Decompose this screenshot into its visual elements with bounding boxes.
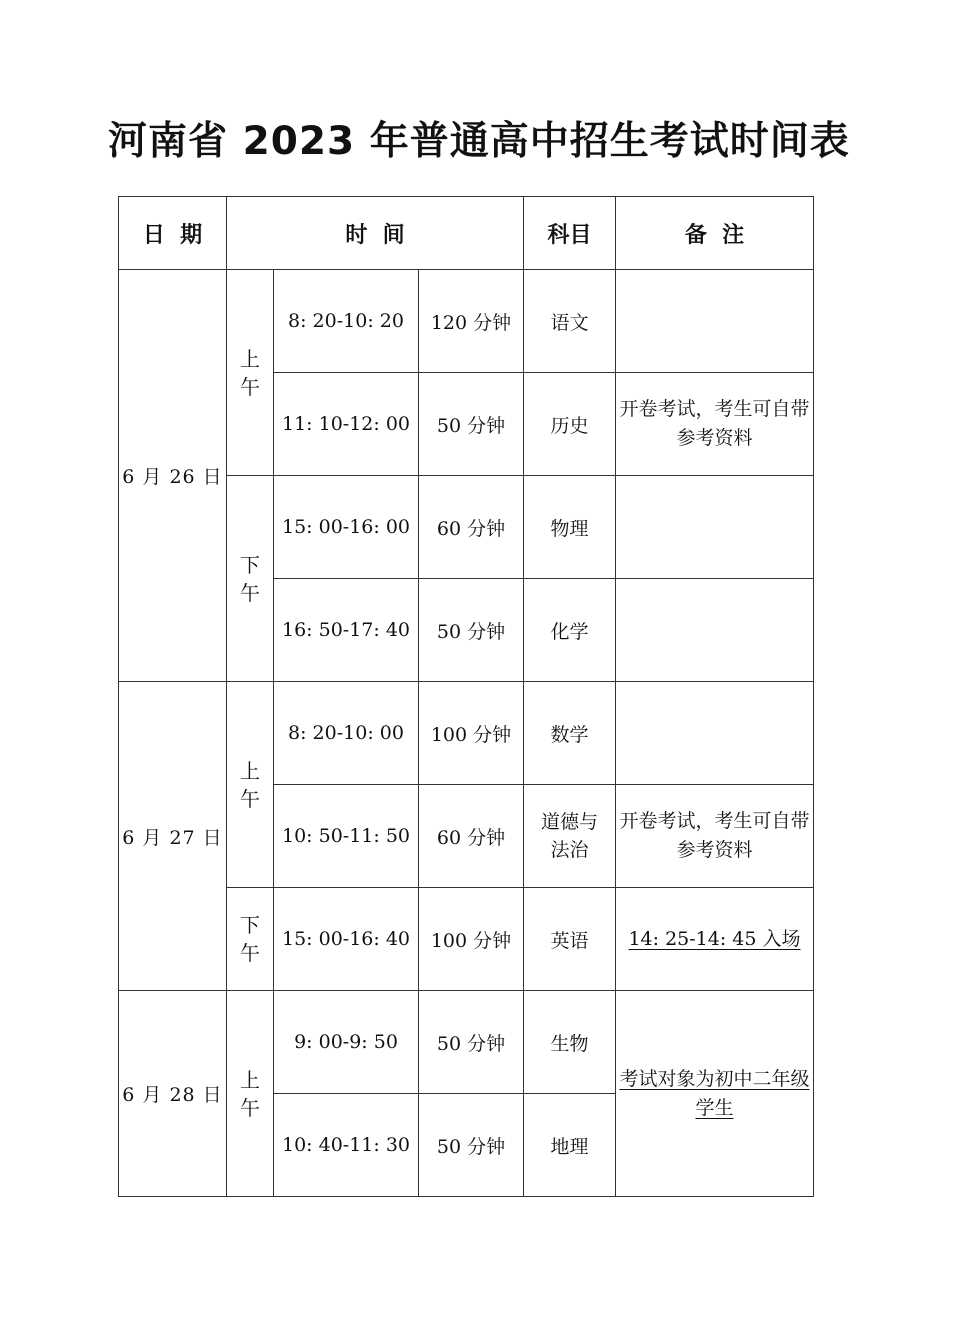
table-row (119, 991, 814, 1094)
note-cell (616, 579, 814, 682)
period-cell (227, 888, 274, 991)
note-cell (616, 270, 814, 373)
time-cell: 8: 20-10: 20 (274, 270, 419, 373)
period-label: 下午 (240, 913, 260, 965)
note-cell (616, 682, 814, 785)
period-cell (227, 476, 274, 682)
time-cell: 8: 20-10: 00 (274, 682, 419, 785)
time-cell: 15: 00-16: 40 (274, 888, 419, 991)
header-row (119, 197, 814, 270)
subject-cell: 英语 (524, 888, 616, 991)
time-cell: 9: 00-9: 50 (274, 991, 419, 1094)
exam-schedule-table (118, 196, 814, 1197)
note-cell: 开卷考试，考生可自带参考资料 (616, 373, 814, 476)
note-cell: 14: 25-14: 45 入场 (616, 888, 814, 991)
period-cell (227, 991, 274, 1197)
subject-cell: 数学 (524, 682, 616, 785)
time-cell: 10: 50-11: 50 (274, 785, 419, 888)
subject-cell: 历史 (524, 373, 616, 476)
period-label: 上午 (240, 758, 260, 811)
duration-cell: 60 分钟 (419, 785, 524, 888)
duration-cell: 50 分钟 (419, 991, 524, 1094)
time-cell: 16: 50-17: 40 (274, 579, 419, 682)
subject-cell: 化学 (524, 579, 616, 682)
period-cell (227, 270, 274, 476)
header-note: 备 注 (616, 197, 814, 270)
header-subject: 科目 (524, 197, 616, 270)
duration-cell: 120 分钟 (419, 270, 524, 373)
table-row (119, 682, 814, 785)
header-date: 日 期 (119, 197, 227, 270)
page-title: 河南省 2023 年普通高中招生考试时间表 (108, 119, 850, 164)
subject-cell: 地理 (524, 1094, 616, 1197)
note-cell: 开卷考试，考生可自带参考资料 (616, 785, 814, 888)
period-label: 下午 (240, 552, 260, 605)
subject-cell: 道德与法治 (524, 785, 616, 888)
note-cell (616, 476, 814, 579)
period-label: 上午 (240, 1067, 260, 1120)
duration-cell: 100 分钟 (419, 682, 524, 785)
note-cell: 考试对象为初中二年级学生 (616, 991, 814, 1197)
duration-cell: 50 分钟 (419, 579, 524, 682)
duration-cell: 50 分钟 (419, 373, 524, 476)
duration-cell: 60 分钟 (419, 476, 524, 579)
date-cell: 6 月 27 日 (119, 682, 227, 991)
table-row (119, 270, 814, 373)
duration-cell: 100 分钟 (419, 888, 524, 991)
time-cell: 15: 00-16: 00 (274, 476, 419, 579)
date-cell: 6 月 26 日 (119, 270, 227, 682)
subject-cell: 语文 (524, 270, 616, 373)
time-cell: 11: 10-12: 00 (274, 373, 419, 476)
period-cell (227, 682, 274, 888)
date-cell: 6 月 28 日 (119, 991, 227, 1197)
subject-cell: 物理 (524, 476, 616, 579)
time-cell: 10: 40-11: 30 (274, 1094, 419, 1197)
header-time: 时 间 (227, 197, 524, 270)
subject-cell: 生物 (524, 991, 616, 1094)
duration-cell: 50 分钟 (419, 1094, 524, 1197)
period-label: 上午 (240, 346, 260, 399)
